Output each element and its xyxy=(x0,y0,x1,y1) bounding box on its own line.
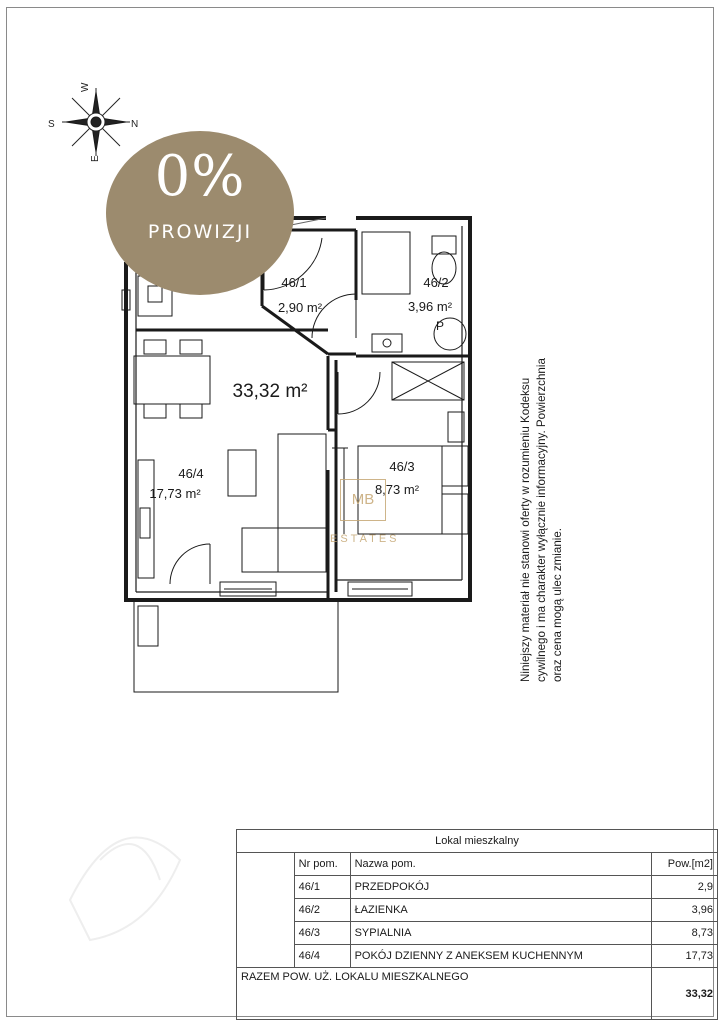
table-cell-area: 3,96 xyxy=(652,899,718,922)
table-row xyxy=(237,922,718,945)
table-header-nr: Nr pom. xyxy=(294,853,350,876)
table-cell-area: 2,9 xyxy=(652,876,718,899)
table-header-area: Pow.[m2] xyxy=(652,853,718,876)
compass-west-label: W xyxy=(80,82,91,92)
table-cell-name: POKÓJ DZIENNY Z ANEKSEM KUCHENNYM xyxy=(350,945,652,968)
room-46-3-id: 46/3 xyxy=(389,459,415,474)
compass-east-label: E xyxy=(90,155,101,162)
table-cell-name: ŁAZIENKA xyxy=(350,899,652,922)
room-46-4-id: 46/4 xyxy=(178,466,204,481)
room-46-3-area: 8,73 m² xyxy=(374,482,420,497)
windows xyxy=(122,290,415,596)
disclaimer-line: Niniejszy materiał nie stanowi oferty w rozumieniu Kodeksu xyxy=(519,377,532,682)
disclaimer-line: cywilnego i ma charakter wyłącznie informacyjny. Powierzchnia xyxy=(535,358,548,682)
disclaimer-line: oraz cena mogą ulec zmianie. xyxy=(551,527,564,682)
room-area-table xyxy=(236,829,718,1020)
compass-rose-icon xyxy=(62,88,130,156)
badge-label: PROWIZJI xyxy=(147,221,253,243)
room-46-4-area: 17,73 m² xyxy=(149,486,201,501)
disclaimer-text xyxy=(518,342,582,682)
table-cell-name: PRZEDPOKÓJ xyxy=(350,876,652,899)
room-46-1-id: 46/1 xyxy=(281,275,307,290)
table-row xyxy=(237,945,718,968)
commission-badge xyxy=(106,131,294,295)
table-total-label: RAZEM POW. UŻ. LOKALU MIESZKALNEGO xyxy=(237,968,652,1020)
table-cell-area: 17,73 xyxy=(652,945,718,968)
table-cell-nr: 46/4 xyxy=(294,945,350,968)
table-spacer-cell xyxy=(237,853,295,968)
badge-percent: 0% xyxy=(154,144,246,209)
table-cell-nr: 46/2 xyxy=(294,899,350,922)
table-row xyxy=(237,899,718,922)
room-46-2-id: 46/2 xyxy=(423,275,449,290)
fixture-label: P xyxy=(435,319,445,333)
watermark-text: ESTATES xyxy=(330,533,400,545)
room-46-2-area: 3,96 m² xyxy=(407,299,453,314)
table-cell-nr: 46/1 xyxy=(294,876,350,899)
table-header-name: Nazwa pom. xyxy=(350,853,652,876)
balcony xyxy=(134,600,338,692)
background-watermark xyxy=(70,838,180,941)
watermark-logo: MB xyxy=(340,479,386,521)
table-cell-nr: 46/3 xyxy=(294,922,350,945)
table-cell-name: SYPIALNIA xyxy=(350,922,652,945)
compass-south-label: S xyxy=(48,119,55,130)
table-cell-area: 8,73 xyxy=(652,922,718,945)
bathroom-fixtures xyxy=(362,232,466,352)
table-row xyxy=(237,876,718,899)
compass-north-label: N xyxy=(131,119,139,130)
table-title: Lokal mieszkalny xyxy=(237,830,718,853)
table-total-value: 33,32 xyxy=(652,968,718,1020)
total-area-label: 33,32 m² xyxy=(232,381,308,402)
living-room-furniture xyxy=(134,276,326,578)
room-46-1-area: 2,90 m² xyxy=(277,300,323,315)
